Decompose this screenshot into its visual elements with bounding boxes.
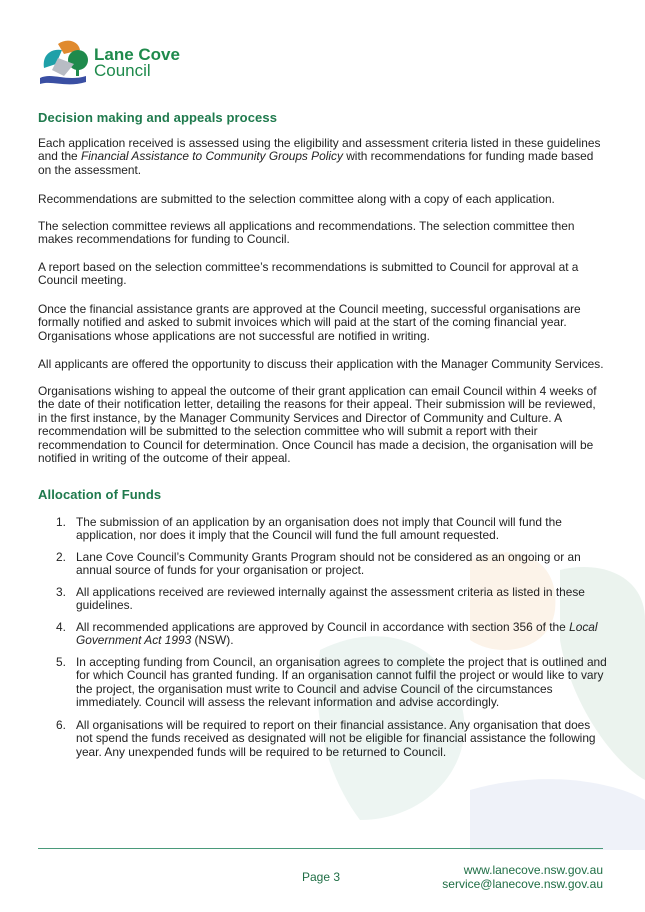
logo-line1: Lane Cove: [94, 45, 180, 64]
footer-divider: [38, 848, 603, 849]
act-text-a: All recommended applications are approved by Council in accordance with section 356 of the: [76, 620, 570, 634]
list-item-text: All organisations will be required to report on their financial assistance. Any organisation that does not spend the funds received as designated will not be eligible for financial assistance the following year. Any unexpended funds will be required to be returned to Council.: [76, 718, 596, 759]
act-text-b: (NSW).: [191, 633, 234, 648]
list-item-number: 3.: [56, 585, 66, 599]
list-item-number: 6.: [56, 718, 66, 732]
list-item-number: 4.: [56, 620, 66, 634]
page-number: Page 3: [302, 870, 341, 884]
paragraph-assessment-b: with recommendations for funding made based on the assessment.: [38, 149, 594, 177]
list-item-text: Lane Cove Council’s Community Grants Program should not be considered as an ongoing or an annual source of funds for your organisation or project.: [76, 550, 581, 578]
section-heading-allocation: Allocation of Funds: [38, 487, 162, 502]
policy-title: Financial Assistance to Community Groups Policy: [80, 149, 343, 164]
paragraph-assessment-a: Each application received is assessed using the eligibility and assessment criteria listed in these guidelines and the: [38, 136, 601, 164]
website-link[interactable]: www.lanecove.nsw.gov.au: [463, 863, 603, 877]
paragraph-appeals: Organisations wishing to appeal the outcome of their grant application can email Council within 4 weeks of the date of their notification letter, detailing the reasons for their appeal. Their submission will be reviewed, in the first instance, by the Manager Community Services and Director of Community and Culture. A recommendation will be submitted to the selection committee who will submit a report with their recommendation to Council for determination. Once Council has made a decision, the organisation will be notified in writing of the outcome of their appeal.: [38, 384, 597, 466]
paragraph-report: A report based on the selection committee’s recommendations is submitted to Council for approval at a Council meeting.: [38, 260, 579, 288]
logo-mark-icon: [36, 38, 90, 90]
paragraph-recommendations: Recommendations are submitted to the selection committee along with a copy of each application.: [38, 192, 555, 206]
list-item-text: [76, 621, 608, 648]
list-item-text: All applications received are reviewed internally against the assessment criteria as listed in these guidelines.: [76, 585, 585, 613]
list-item-number: 1.: [56, 515, 66, 529]
logo-wordmark: [94, 47, 180, 79]
paragraph-assessment: [38, 137, 606, 177]
footer-contact: [442, 863, 603, 891]
section-heading-decision: Decision making and appeals process: [38, 110, 278, 125]
paragraph-committee-review: The selection committee reviews all applications and recommendations. The selection committee then makes recommendations for funding to Council.: [38, 219, 575, 247]
logo-line2: Council: [94, 61, 151, 80]
council-logo: [36, 38, 196, 90]
list-item-number: 5.: [56, 655, 66, 669]
paragraph-discussion: All applicants are offered the opportunity to discuss their application with the Manager Community Services.: [38, 357, 604, 371]
watermark-shape-blue: [470, 779, 645, 850]
paragraph-grant-approval: Once the financial assistance grants are approved at the Council meeting, successful organisations are formally notified and asked to submit invoices which will paid at the start of the coming financial year. Organisations whose applications are not successful are notified in writing.: [38, 302, 581, 343]
list-item-text: The submission of an application by an organisation does not imply that Council will fund the application, nor does it imply that the Council will fund the full amount requested.: [76, 515, 562, 543]
act-title: Local Government Act 1993: [76, 620, 598, 648]
list-item-number: 2.: [56, 550, 66, 564]
list-item-text: In accepting funding from Council, an organisation agrees to complete the project that is outlined and for which Council has granted funding. If an organisation cannot fulfil the project or would like to vary the project, the organisation must write to Council and advise Council of the circumstances immediately. Council will assess the relevant information and advise accordingly.: [76, 655, 607, 710]
email-link[interactable]: service@lanecove.nsw.gov.au: [442, 877, 603, 891]
